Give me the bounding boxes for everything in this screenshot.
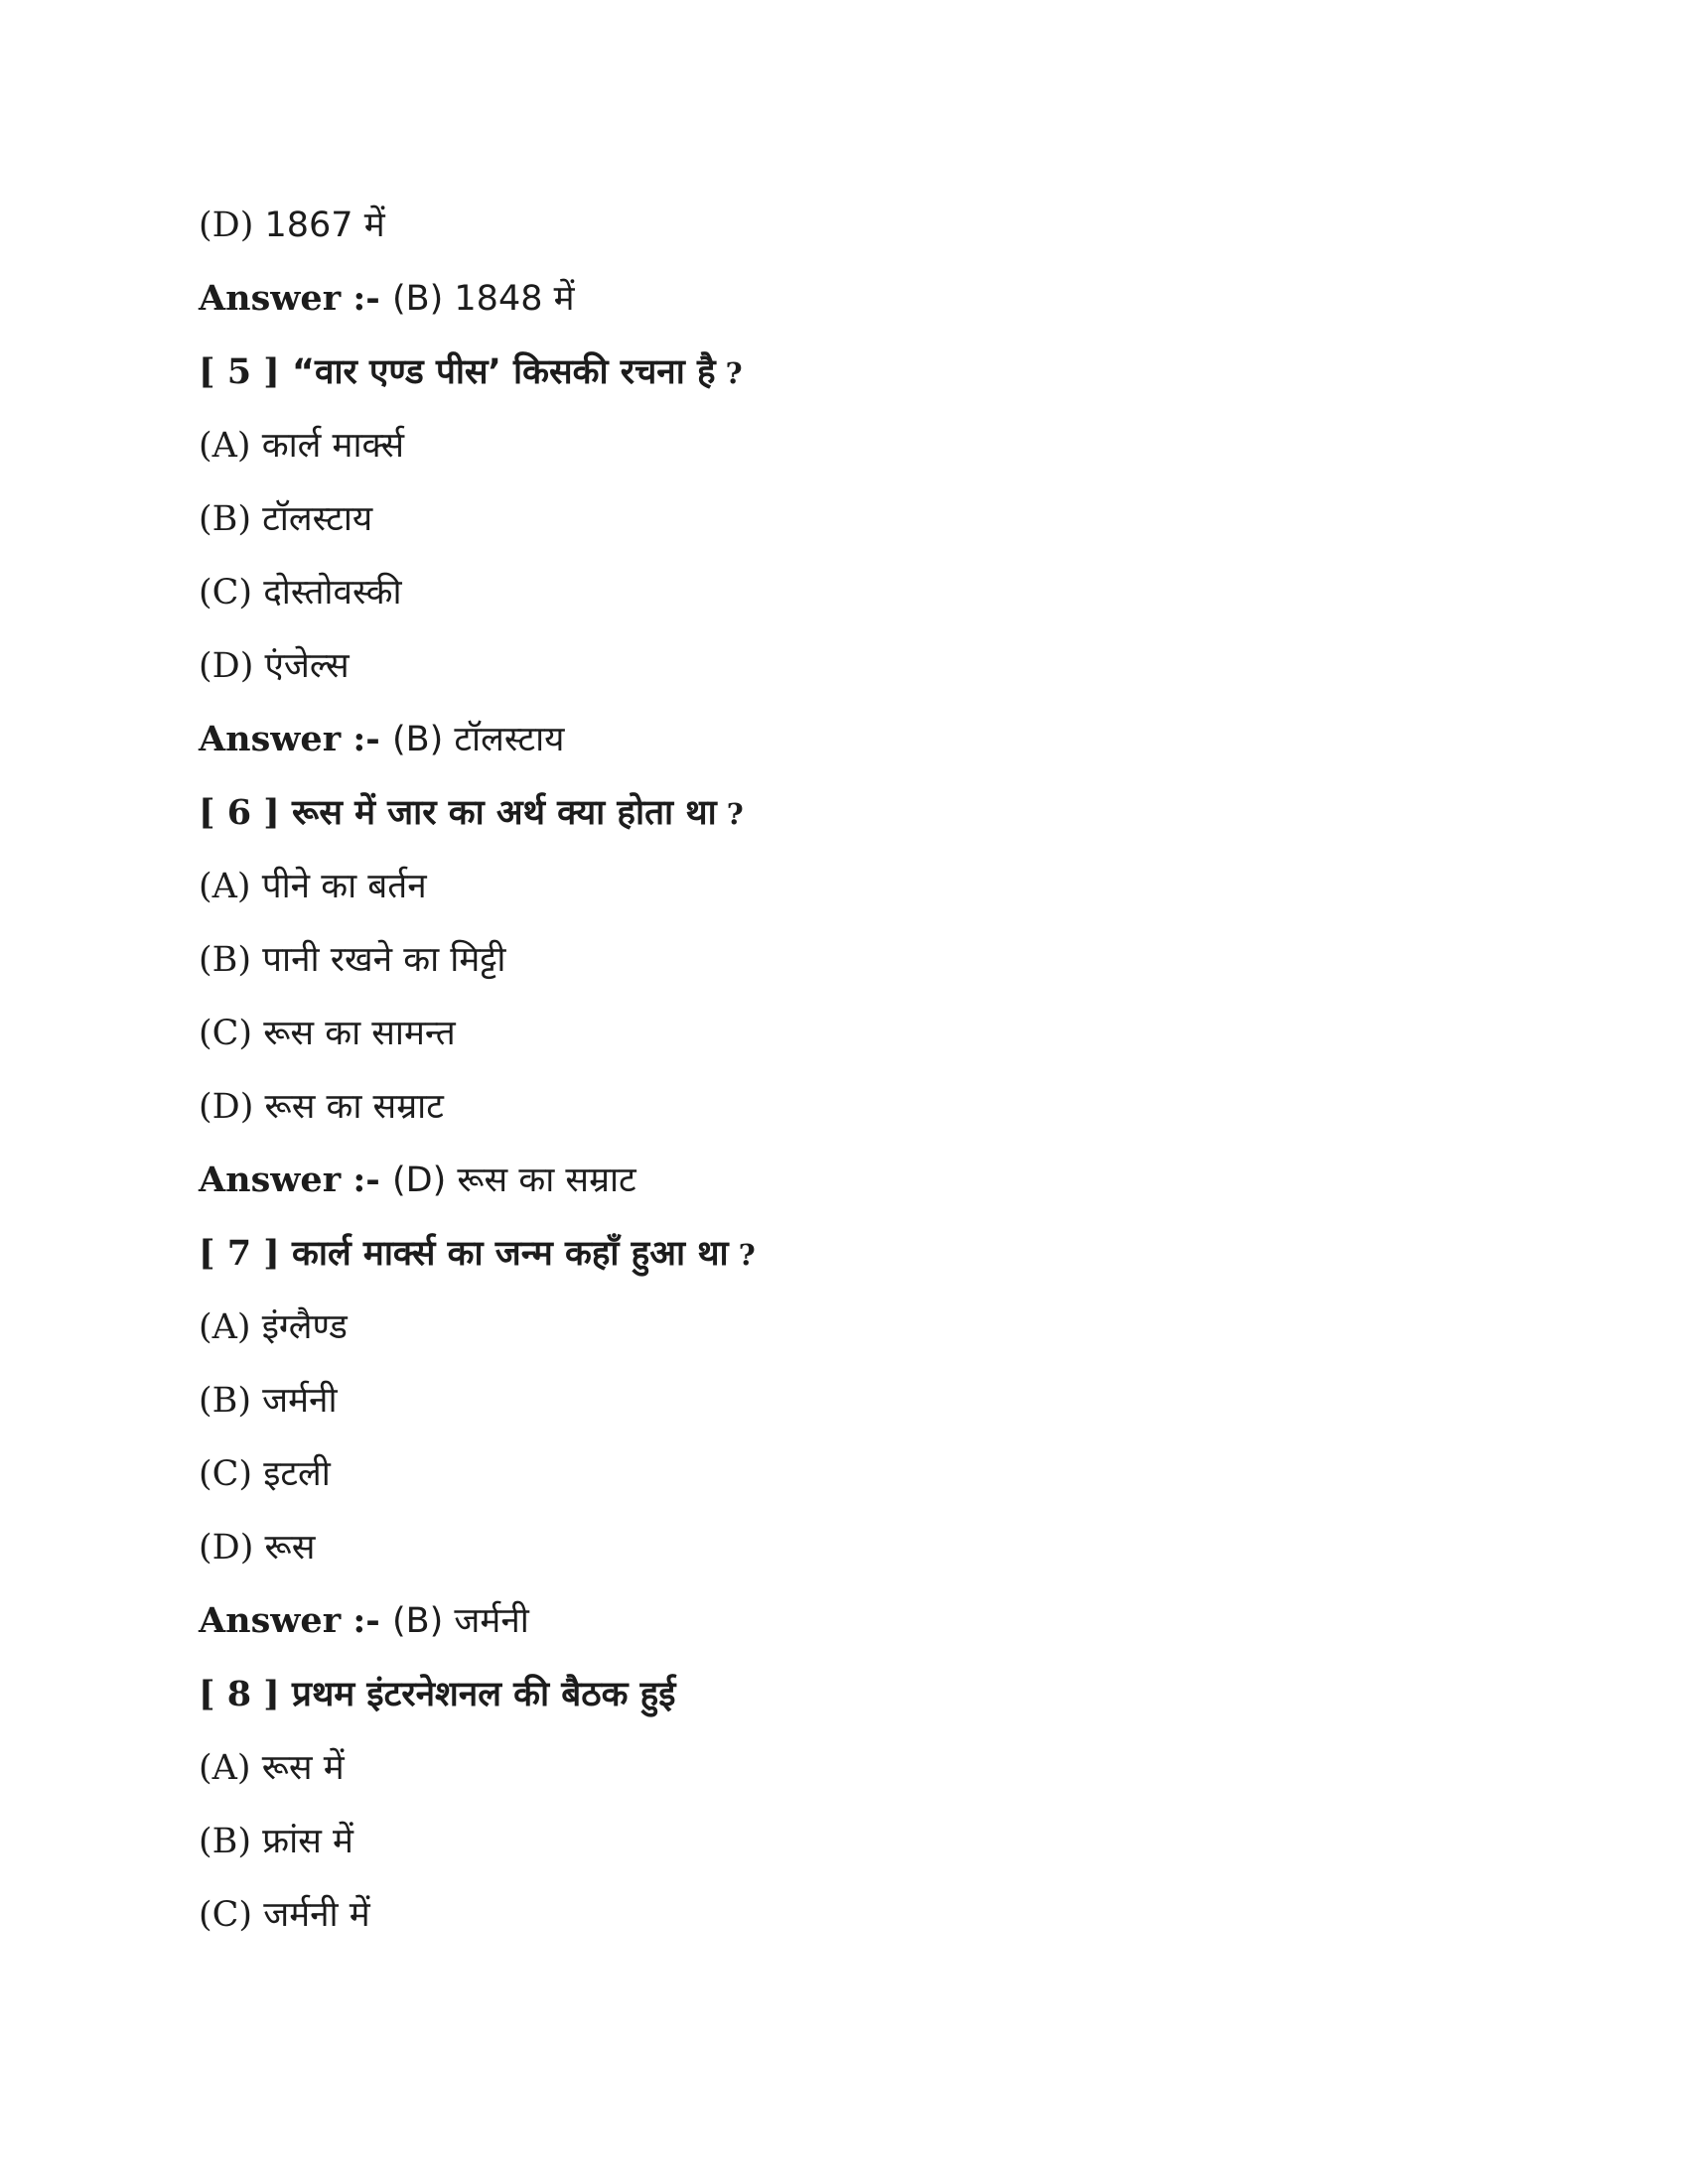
option-line — [199, 482, 1489, 556]
option-line — [199, 1731, 1489, 1805]
option-line — [199, 1878, 1489, 1952]
option-line — [199, 923, 1489, 997]
option-text: इंग्लैण्ड — [261, 1307, 348, 1347]
option-text: दोस्तोवस्की — [263, 573, 402, 613]
option-label: (A) — [199, 1748, 262, 1788]
option-label: (B) — [199, 1822, 263, 1861]
option-label: (D) — [199, 1087, 265, 1127]
answer-text: (B) टॉलस्टाय — [391, 720, 565, 759]
answer-text: (D) रूस का सम्राट — [391, 1160, 636, 1200]
option-line — [199, 556, 1489, 629]
option-text: रूस में — [261, 1748, 345, 1788]
option-text: 1867 में — [264, 205, 385, 245]
option-label: (D) — [199, 646, 265, 686]
question-text: कार्ल मार्क्स का जन्म कहाँ हुआ था — [292, 1234, 729, 1274]
option-label: (A) — [199, 867, 262, 906]
option-line — [199, 1364, 1489, 1437]
question-number: [ 5 ] — [199, 351, 293, 392]
option-label: (C) — [199, 1895, 264, 1935]
option-text: पानी रखने का मिट्टी — [262, 940, 506, 980]
option-line — [199, 1805, 1489, 1878]
option-text: जर्मनी में — [263, 1895, 370, 1935]
option-label: (A) — [199, 426, 262, 466]
answer-prefix: Answer :- — [199, 1600, 392, 1641]
option-text: रूस का सम्राट — [264, 1087, 444, 1127]
option-text: एंजेल्स — [264, 646, 350, 686]
option-text: जर्मनी — [262, 1381, 338, 1421]
option-line — [199, 1070, 1489, 1144]
option-text: टॉलस्टाय — [262, 499, 373, 539]
question-number: [ 6 ] — [199, 792, 293, 833]
question-number: [ 8 ] — [199, 1674, 293, 1714]
document-page — [199, 189, 1489, 1952]
question-line — [199, 776, 1489, 850]
option-label: (C) — [199, 1454, 264, 1494]
answer-line — [199, 703, 1489, 776]
option-text: इटली — [263, 1454, 331, 1494]
option-label: (B) — [199, 1381, 263, 1421]
question-line — [199, 336, 1489, 409]
option-line — [199, 629, 1489, 703]
question-mark: ? — [728, 1238, 756, 1272]
question-line — [199, 1217, 1489, 1291]
option-label: (B) — [199, 940, 263, 980]
answer-line — [199, 1144, 1489, 1217]
option-text: फ्रांस में — [262, 1822, 353, 1861]
question-mark: ? — [715, 356, 743, 390]
answer-line — [199, 1584, 1489, 1658]
option-label: (C) — [199, 1014, 264, 1053]
option-label: (A) — [199, 1307, 262, 1347]
question-line — [199, 1658, 1489, 1731]
option-line — [199, 1511, 1489, 1584]
answer-prefix: Answer :- — [199, 1160, 392, 1200]
question-text: “वार एण्ड पीस’ किसकी रचना है — [292, 352, 716, 392]
option-line — [199, 189, 1489, 262]
answer-prefix: Answer :- — [199, 278, 392, 319]
option-label: (C) — [199, 573, 264, 613]
question-mark: ? — [716, 797, 744, 831]
answer-text: (B) जर्मनी — [391, 1601, 529, 1641]
question-number: [ 7 ] — [199, 1233, 293, 1274]
answer-text: (B) 1848 में — [391, 279, 575, 319]
option-line — [199, 1437, 1489, 1511]
option-text: रूस का सामन्त — [263, 1014, 456, 1053]
option-line — [199, 850, 1489, 923]
question-text: रूस में जार का अर्थ क्या होता था — [292, 793, 717, 833]
answer-prefix: Answer :- — [199, 719, 392, 759]
option-label: (D) — [199, 205, 265, 245]
option-label: (B) — [199, 499, 263, 539]
option-line — [199, 409, 1489, 482]
option-label: (D) — [199, 1528, 265, 1568]
question-text: प्रथम इंटरनेशनल की बैठक हुई — [292, 1675, 676, 1714]
option-text: कार्ल मार्क्स — [261, 426, 405, 466]
option-text: रूस — [264, 1528, 316, 1568]
option-text: पीने का बर्तन — [261, 867, 427, 906]
answer-line — [199, 262, 1489, 336]
option-line — [199, 1291, 1489, 1364]
option-line — [199, 997, 1489, 1070]
